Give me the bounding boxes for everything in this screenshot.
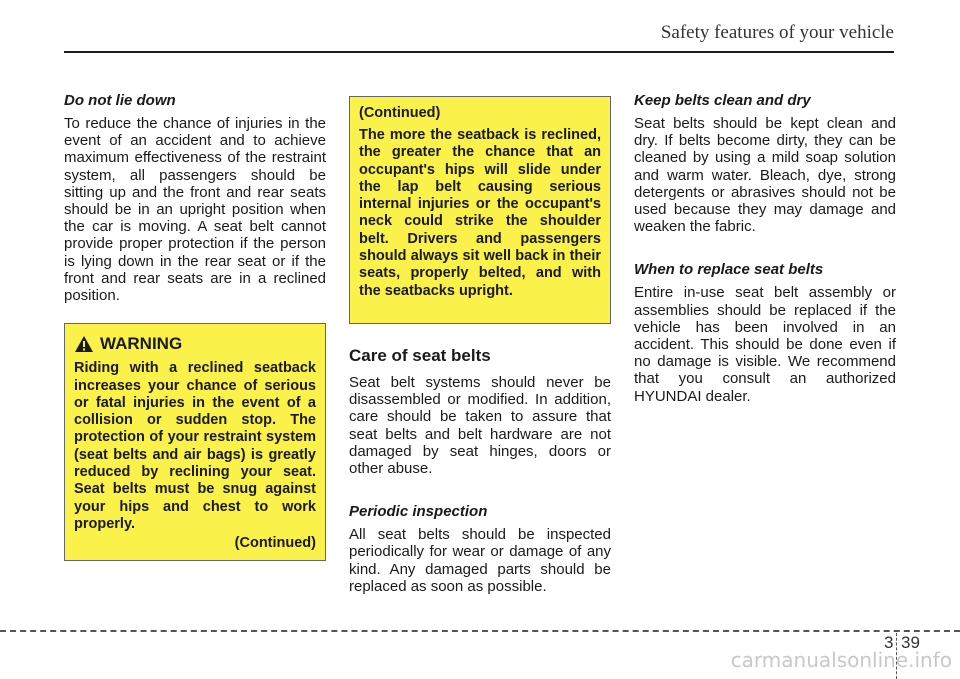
warning-text: Riding with a reclined seatback increases your chance of serious or fatal injuries in the event of a collision or sudden stop. The protection of your restraint system (seat belts and air bags) is greatly reduced by reclining your seat. Seat belts must be snug against your hips and chest to work properly. <box>74 360 316 532</box>
column-3 <box>634 92 896 405</box>
column-1 <box>64 92 326 561</box>
page-number-value: 39 <box>901 633 920 652</box>
warning-continued: (Continued) <box>234 535 316 552</box>
warning-box <box>64 323 326 561</box>
heading-when-to-replace: When to replace seat belts <box>634 261 824 279</box>
heading-keep-belts-clean: Keep belts clean and dry <box>634 92 811 109</box>
header-rule <box>64 51 894 53</box>
continued-warning-text: The more the seatback is reclined, the greater the chance that an occupant's hips will slide under the lap belt causing serious internal injuries or the occupant's neck could strike the shoulder belt. Drivers and passengers should always sit well back in their seats, properly belted, and with the seatbacks upright. <box>359 127 601 299</box>
heading-periodic-inspection: Periodic inspection <box>349 503 488 521</box>
continued-warning-box <box>349 96 611 324</box>
page-header-title: Safety features of your vehicle <box>660 22 894 43</box>
continued-label: (Continued) <box>359 105 441 121</box>
warning-header <box>74 334 316 354</box>
body-care-of-seat-belts: Seat belt systems should never be disassembled or modified. In addition, care should be taken to assure that seat belts and belt hardware are not damaged by seat hinges, doors or other abuse. <box>349 374 611 478</box>
body-do-not-lie-down: To reduce the chance of injuries in the event of an accident and to achieve maximum effectiveness of the restraint system, all passengers should be sitting up and the front and rear seats should be in an upright position when the car is moving. A seat belt cannot provide proper protection if the person is lying down in the rear seat or if the front and rear seats are in a reclined position. <box>64 115 326 305</box>
body-keep-belts-clean: Seat belts should be kept clean and dry. If belts become dirty, they can be cleaned by using a mild soap solution and warm water. Bleach, dye, strong detergents or abrasives should not be used because they may damage and weaken the fabric. <box>634 115 896 236</box>
body-when-to-replace: Entire in-use seat belt assembly or assemblies should be replaced if the vehicle has been involved in an accident. This should be done even if no damage is visible. We recommend that you consult an authorized HYUNDAI dealer. <box>634 284 896 405</box>
footer-rule <box>0 630 960 632</box>
chapter-number: 3 <box>884 633 894 652</box>
body-periodic-inspection: All seat belts should be inspected periodically for wear or damage of any kind. Any damaged parts should be replaced as soon as possible. <box>349 526 611 595</box>
heading-do-not-lie-down: Do not lie down <box>64 92 176 109</box>
warning-triangle-icon <box>74 335 94 353</box>
section-title-care-of-seat-belts: Care of seat belts <box>349 346 491 365</box>
watermark: carmanualsonline.info <box>730 648 952 672</box>
column-2 <box>349 96 611 595</box>
warning-title: WARNING <box>100 334 183 354</box>
